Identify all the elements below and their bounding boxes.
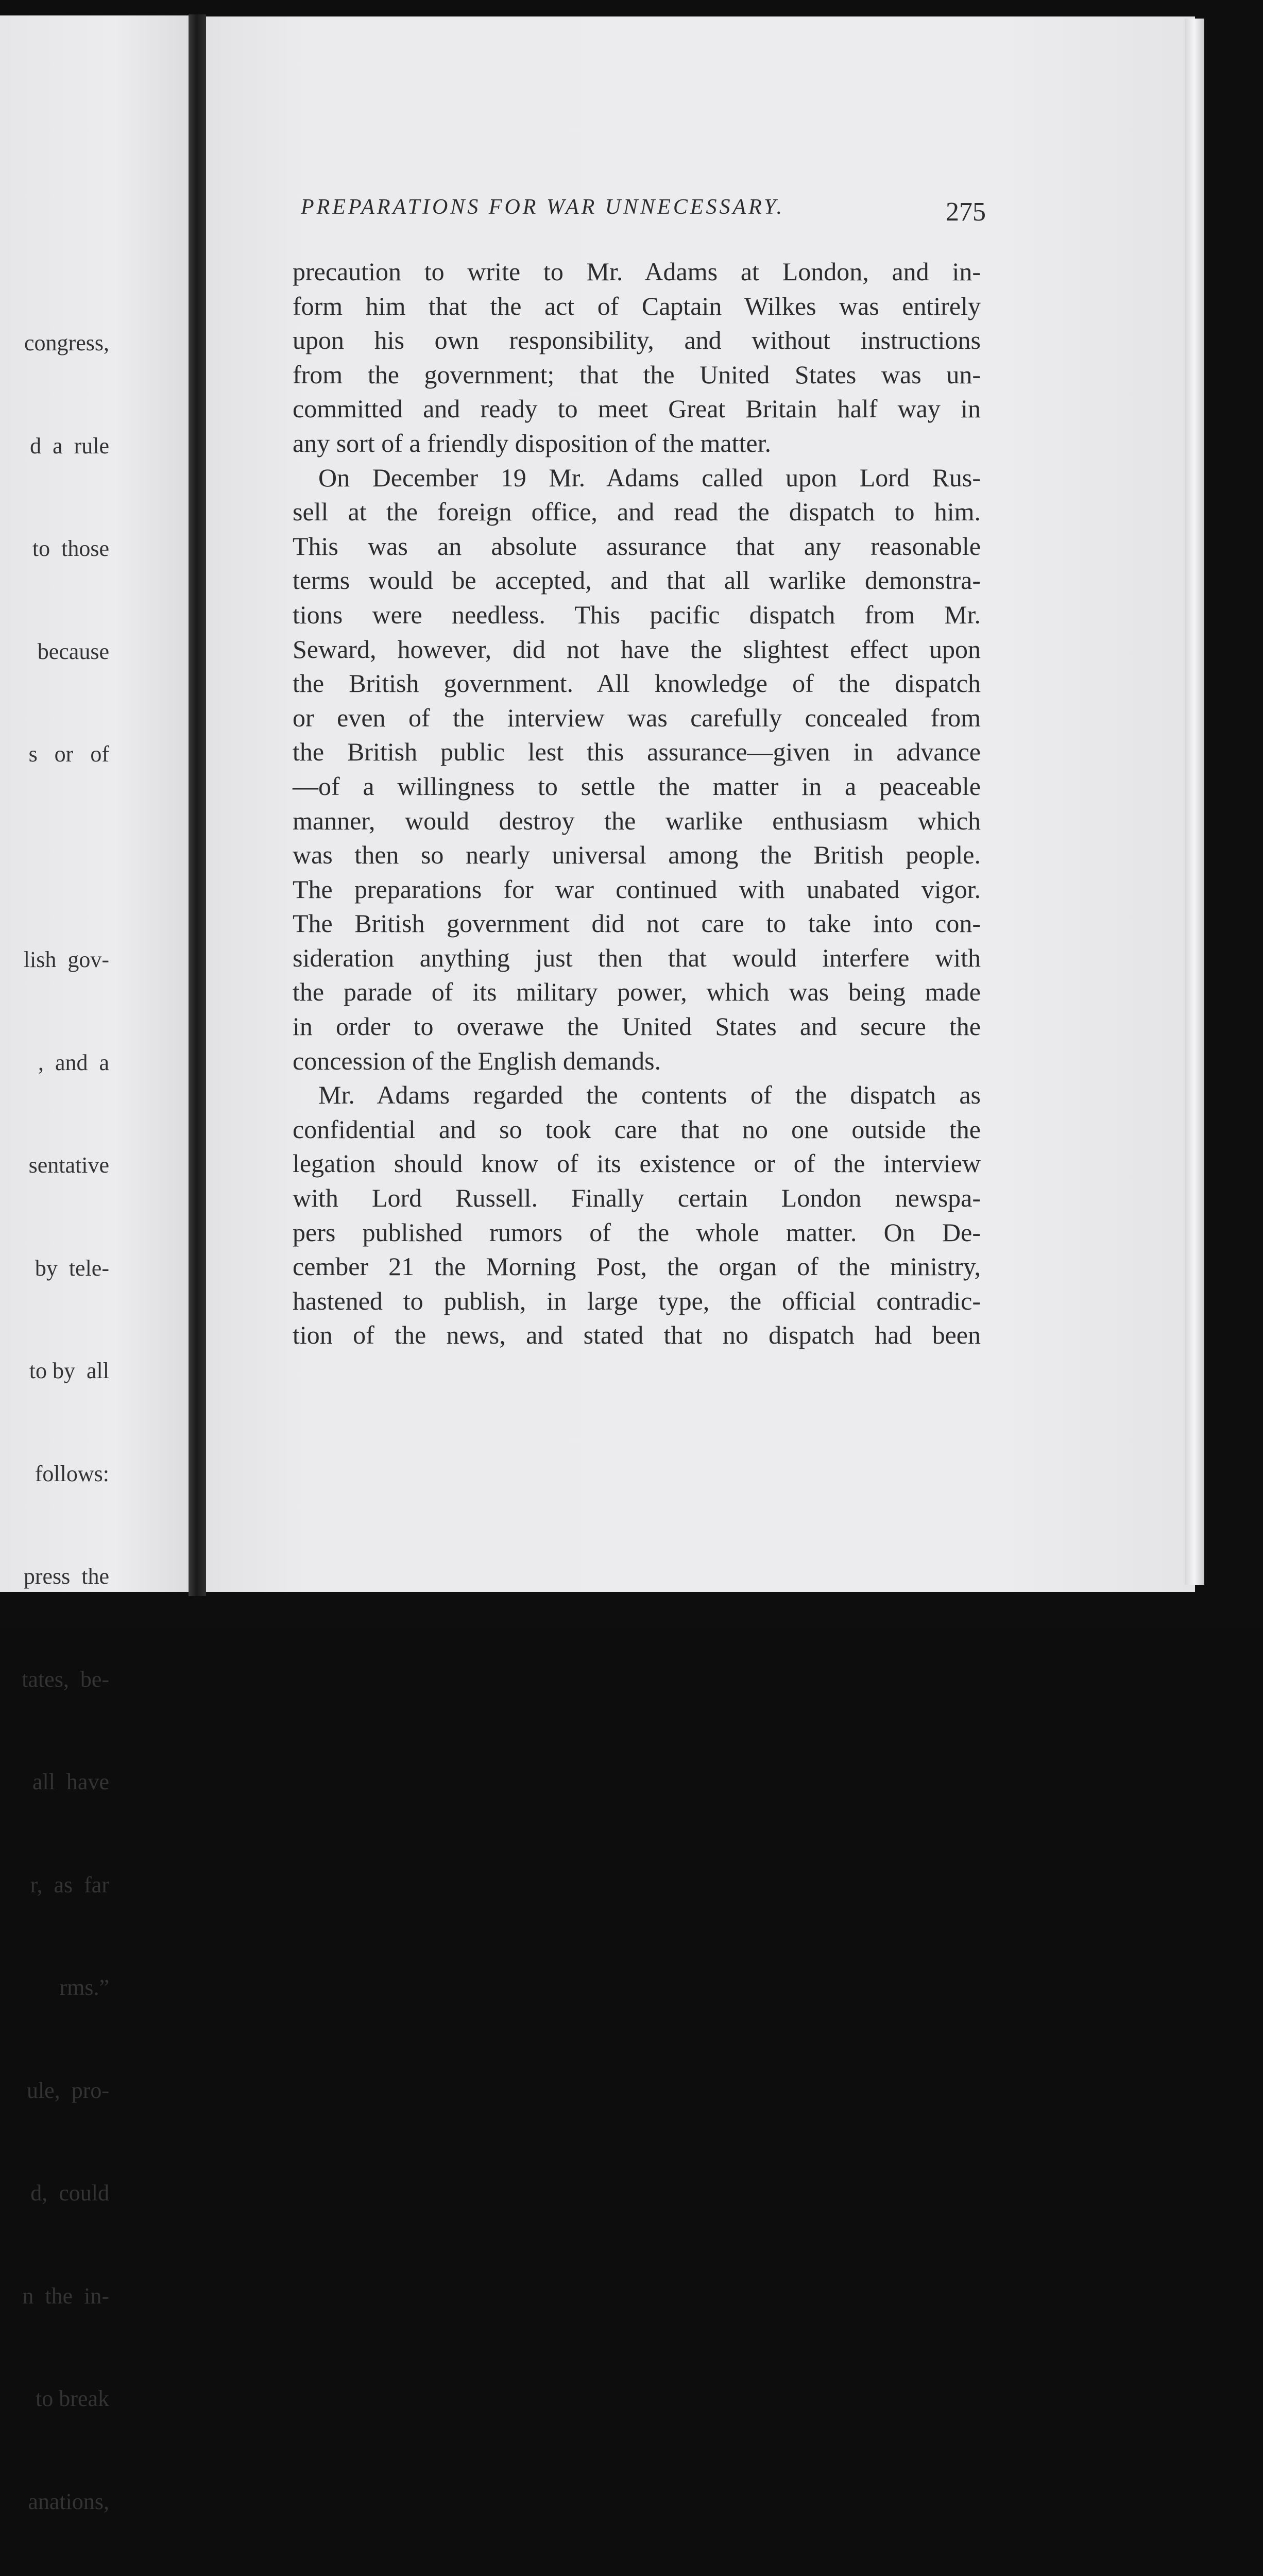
left-text-line: to those [32,536,109,561]
body-line: This was an absolute assurance that any reasonable [293,531,981,561]
body-line: Mr. Adams regarded the contents of the dispatch as [318,1080,981,1110]
body-line: from the government; that the United States was un- [293,360,981,389]
left-text-line: by tele- [35,1255,109,1281]
body-line: confidential and so took care that no one outside the [293,1114,981,1144]
body-line: or even of the interview was carefully concealed from [293,703,981,732]
body-line: On December 19 Mr. Adams called upon Lord Rus- [318,463,981,492]
body-line: tions were needless. This pacific dispatch from Mr. [293,600,981,629]
body-line: with Lord Russell. Finally certain London newspa- [293,1183,981,1213]
left-text-line: press the [23,1564,109,1589]
left-page-text-column [0,258,109,2576]
left-text-line: ule, pro- [26,2077,109,2103]
page-number: 275 [946,197,986,227]
left-text-line: all have [32,1769,109,1794]
body-line: concession of the English demands. [293,1046,661,1075]
body-line: The British government did not care to take into con- [293,909,981,938]
body-line: cember 21 the Morning Post, the organ of the ministry, [293,1252,981,1281]
running-title: PREPARATIONS FOR WAR UNNECESSARY. [301,195,785,219]
body-line: manner, would destroy the warlike enthusiasm which [293,806,981,835]
body-line: the British public lest this assurance—given in advance [293,737,981,767]
body-line: terms would be accepted, and that all warlike demonstra- [293,566,981,595]
left-text-line: congress, [24,330,109,355]
body-line: was then so nearly universal among the British people. [293,840,981,870]
book-spine-gutter [189,14,206,1596]
body-line: sell at the foreign office, and read the dispatch to him. [293,497,981,527]
body-line: any sort of a friendly disposition of the matter. [293,428,771,457]
body-line: precaution to write to Mr. Adams at London, and in- [293,257,981,286]
left-text-line: d a rule [30,433,109,459]
body-line: legation should know of its existence or of the interview [293,1149,981,1178]
left-text-line: rms.” [59,1975,109,2000]
body-line: hastened to publish, in large type, the official contradic- [293,1286,981,1315]
body-line: form him that the act of Captain Wilkes was entirely [293,291,981,320]
left-page [0,15,192,2514]
body-line: committed and ready to meet Great Britain half way in [293,394,981,423]
running-head [301,195,986,231]
body-text [293,255,981,1352]
body-line: Seward, however, did not have the slightest effect upon [293,634,981,664]
left-text-line: sentative [28,1153,109,1178]
body-line: the parade of its military power, which was being made [293,977,981,1007]
page-edge [1185,19,1204,1585]
left-text-line: follows: [35,1461,109,1486]
body-line: pers published rumors of the whole matter. On De- [293,1217,981,1247]
body-line: The preparations for war continued with unabated vigor. [293,874,981,904]
body-line: in order to overawe the United States and secure the [293,1012,981,1041]
left-text-line [0,840,109,875]
left-text-line: because [37,638,109,664]
body-line: tion of the news, and stated that no dispatch had been [293,1320,981,1350]
body-line: —of a willingness to settle the matter in a peaceable [293,771,981,801]
left-text-line: anations, [28,2488,109,2514]
body-line: upon his own responsibility, and without instructions [293,326,981,355]
left-text-line: r, as far [30,1872,109,1897]
left-text-line: to by all [29,1358,109,1383]
left-text-line: n the in- [22,2283,109,2309]
left-text-line: to break [36,2386,109,2411]
left-text-line: , and a [38,1049,109,1075]
left-text-line: d, could [30,2180,109,2206]
body-line: the British government. All knowledge of the dispatch [293,669,981,698]
left-text-line: tates, be- [22,1666,109,1692]
left-text-line: s or of [28,741,109,767]
body-line: sideration anything just then that would interfere with [293,943,981,972]
left-text-line: lish gov- [23,947,109,972]
